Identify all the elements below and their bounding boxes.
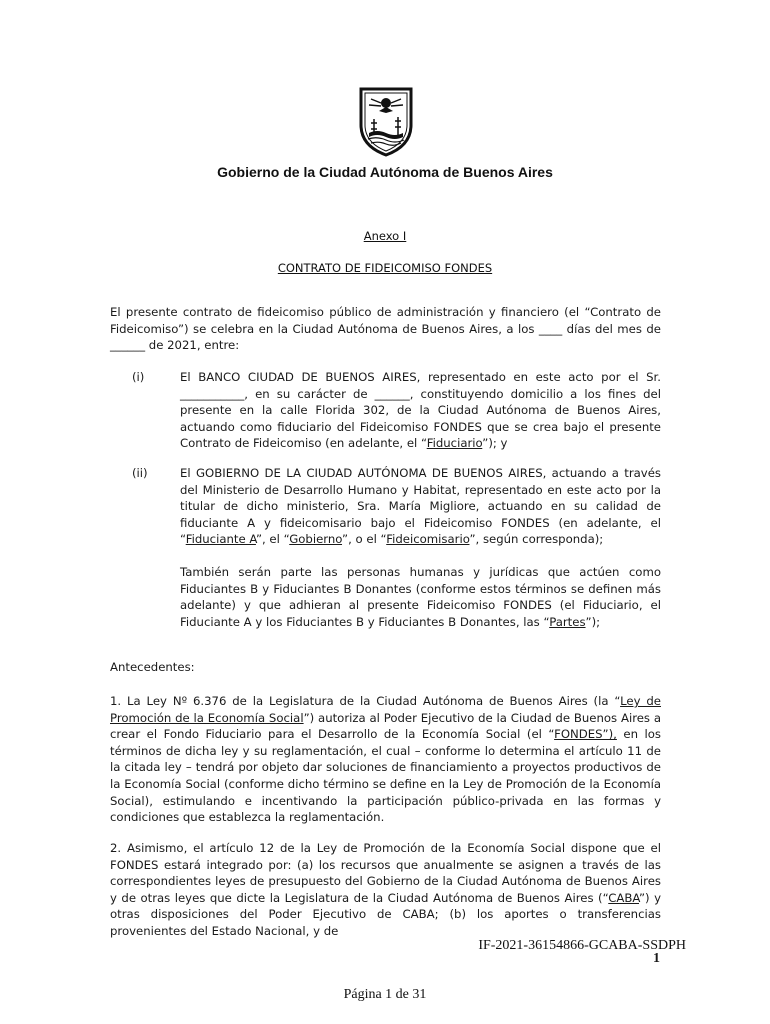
page-number: Página 1 de 31 [343, 987, 427, 1002]
defined-term: CABA [608, 890, 639, 905]
parties-paragraph: También serán parte las personas humanas y jurídicas que actúen como Fiduciantes B y Fiduciantes B Donantes (conforme estos términos se definen más adelante) y que adhieran al presente Fideicomiso FONDES (el Fiduciario, el Fiduciante A y los Fiduciantes B y Fiduciantes B Donantes, las “Partes”); [180, 565, 661, 629]
defined-term: FONDES”), [554, 727, 617, 742]
party-item-government: El GOBIERNO DE LA CIUDAD AUTÓNOMA DE BUENOS AIRES, actuando a través del Ministerio de Desarrollo Humano y Habitat, representado en este acto por la titular de dicho ministerio, Sra. María Migliore, actuando en su calidad de fiduciante A y fideicomisario bajo el Fideicomiso FONDES (en adelante, el “Fiduciante A”, el “Gobierno”, o el “Fideicomisario”, según corresponda); [180, 466, 661, 547]
defined-term: Partes [549, 614, 586, 629]
sheet-number: 1 [653, 951, 660, 966]
antecedent-paragraph-1: 1. La Ley Nº 6.376 de la Legislatura de la Ciudad Autónoma de Buenos Aires (la “Ley de Promoción de la Economía Social”) autoriza al Poder Ejecutivo de la Ciudad de Buenos Aires a crear el Fondo Fiduciario para el Desarrollo de la Economía Social (el “FONDES”), en los términos de dicha ley y su reglamentación, el cual – conforme lo determina el artículo 11 de la citada ley – tendrá por objeto dar soluciones de financiamiento a proyectos productivos de la Economía Social (conforme dicho término se define en la Ley de Promoción de la Economía Social), estimulando e incentivando la participación público-privada en las formas y condiciones que establezca la reglamentación. [110, 694, 662, 825]
item-number: (i) [132, 370, 145, 384]
annex-heading: Anexo I [363, 229, 407, 243]
antecedent-paragraph-2: 2. Asimismo, el artículo 12 de la Ley de Promoción de la Economía Social dispone que el FONDES estará integrado por: (a) los recursos que anualmente se asignen a través de las correspondientes leyes de presupuesto del Gobierno de la Ciudad Autónoma de Buenos Aires y de otras leyes que dicte la Legislatura de la Ciudad Autónoma de Buenos Aires (“CABA”) y otras disposiciones del Poder Ejecutivo de CABA; (b) los aportes o transferencias provenientes del Estado Nacional, y de [110, 841, 661, 938]
item-number: (ii) [132, 466, 148, 480]
defined-term: Fideicomisario [386, 532, 470, 547]
antecedentes-heading: Antecedentes: [110, 660, 195, 674]
defined-term: Ley de Promoción de la Economía Social [110, 694, 661, 725]
contract-title: CONTRATO DE FIDEICOMISO FONDES [277, 261, 493, 275]
document-id: IF-2021-36154866-GCABA-SSDPH [478, 938, 686, 953]
party-item-bank: El BANCO CIUDAD DE BUENOS AIRES, representado en este acto por el Sr. ___________, en su carácter de ______, constituyendo domicilio a los fines del presente en la calle Florida 302, de la Ciudad Autónoma de Buenos Aires, actuando como fiduciario del Fideicomiso FONDES que se crea bajo el presente Contrato de Fideicomiso (en adelante, el “Fiduciario”); y [180, 370, 661, 451]
intro-paragraph: El presente contrato de fideicomiso público de administración y financiero (el “Contrato de Fideicomiso”) se celebra en la Ciudad Autónoma de Buenos Aires, a los ____ días del mes de ______ de 2021, entre: [110, 305, 661, 353]
defined-term: Fiduciante A [185, 532, 256, 547]
city-coat-of-arms-seal [357, 85, 415, 157]
government-title: Gobierno de la Ciudad Autónoma de Buenos Aires [217, 164, 553, 180]
defined-term: Fiduciario [426, 436, 483, 451]
defined-term: Gobierno [289, 532, 343, 547]
